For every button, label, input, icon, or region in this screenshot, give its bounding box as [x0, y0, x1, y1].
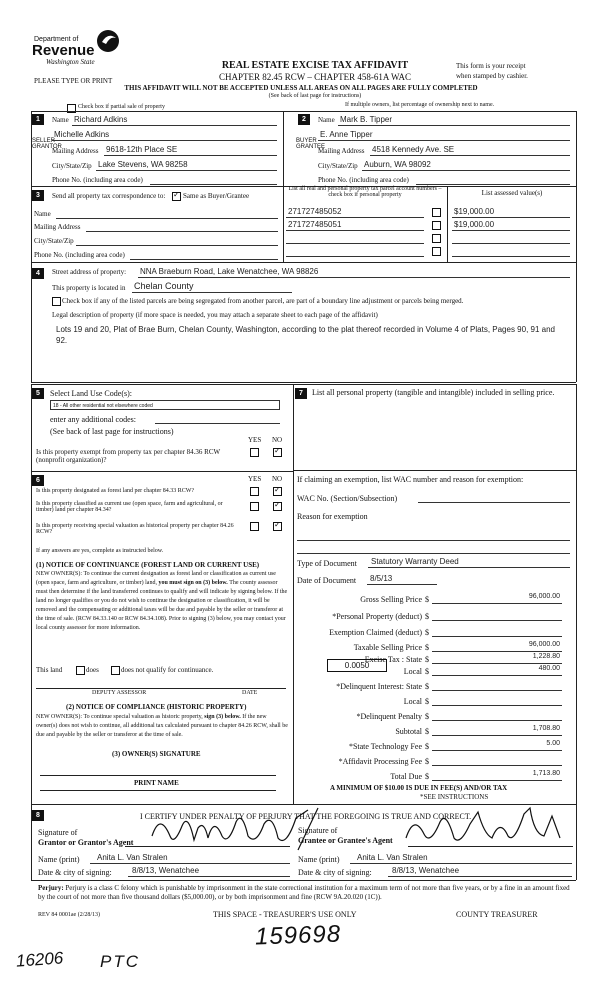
- receipt-line2: when stamped by cashier.: [456, 72, 528, 80]
- county-treasurer: COUNTY TREASURER: [456, 910, 538, 919]
- amount-label: Total Due: [390, 772, 422, 781]
- amount-value[interactable]: 96,000.00: [528, 641, 560, 648]
- segregated-checkbox[interactable]: [52, 297, 61, 306]
- handwritten-receipt-number: 159698: [254, 920, 342, 951]
- please-type: PLEASE TYPE OR PRINT: [34, 77, 113, 85]
- not-accepted-notice: THIS AFFIDAVIT WILL NOT BE ACCEPTED UNLESS ALL AREAS ON ALL PAGES ARE FULLY COMPLETED: [124, 84, 478, 92]
- amount-label: Taxable Selling Price: [353, 643, 422, 652]
- buyer-name-2[interactable]: E. Anne Tipper: [320, 130, 373, 139]
- historic-no-checkbox[interactable]: [273, 522, 282, 531]
- dor-line2: Revenue: [32, 42, 95, 59]
- form-title: REAL ESTATE EXCISE TAX AFFIDAVIT: [221, 60, 409, 71]
- seller-grantor-label: SELLER GRANTOR: [32, 138, 62, 150]
- amount-label: *Delinquent Penalty: [356, 712, 422, 721]
- section-4-badge: 4: [32, 268, 44, 279]
- dor-line1: Department of: [34, 36, 79, 43]
- this-land-label: This land: [36, 666, 63, 674]
- additional-codes-label: enter any additional codes:: [50, 415, 136, 424]
- grantee-sig-label-b: Grantee or Grantee's Agent: [298, 836, 393, 845]
- historic-question: Is this property receiving special valuation as historical property per chapter 84.26 RCW?: [36, 523, 234, 535]
- amount-value[interactable]: 96,000.00: [528, 593, 560, 600]
- buyer-mail-label: Mailing Address: [318, 147, 365, 155]
- seller-city[interactable]: Lake Stevens, WA 98258: [98, 160, 188, 169]
- form-number: REV 84 0001ae (2/28/13): [38, 912, 101, 918]
- grantor-name-label: Name (print): [38, 855, 80, 864]
- handwritten-ptc: PTC: [100, 952, 140, 971]
- notice-continuance-text-a: NEW OWNER(S): To continue the current designation as forest land or classification as current use (open space, farm and agriculture, or timber) land,: [36, 571, 276, 586]
- current-use-question: Is this property classified as current use (open space, farm and agricultural, or timber) land per chapter 84.34?: [36, 501, 223, 513]
- treasurer-space: THIS SPACE - TREASURER'S USE ONLY: [213, 910, 357, 919]
- forest-yes-checkbox[interactable]: [250, 487, 259, 496]
- corr-city-label: City/State/Zip: [34, 237, 74, 245]
- dor-logo: [32, 28, 127, 68]
- does-not-checkbox[interactable]: [111, 666, 120, 675]
- dollar-sign: $: [425, 655, 429, 664]
- notice-continuance-text-c: The county assessor must then determine if the land transferred continues to qualify and will indicate by signing below. If the land no longer qualifies or you do not wish to continue the designation or classification, it will be removed and the compensating or additional taxes will be due and payable by the seller or transferor at the time of sale. (RCW 84.33.140 or RCW 84.34.108). Prior to signing (3) below, you may contact your local county assessor for more information.: [36, 580, 288, 631]
- notice-compliance-title: (2) NOTICE OF COMPLIANCE (HISTORIC PROPERTY): [66, 703, 247, 711]
- dollar-sign: $: [425, 727, 429, 736]
- dollar-sign: $: [425, 595, 429, 604]
- current-use-yes-checkbox[interactable]: [250, 502, 259, 511]
- amount-label: Exemption Claimed (deduct): [329, 628, 422, 637]
- section-6-badge: 6: [32, 475, 44, 486]
- grantee-print-name[interactable]: Anita L. Van Stralen: [357, 853, 428, 862]
- perjury-label: Perjury:: [38, 884, 64, 892]
- perjury-note: [38, 884, 574, 902]
- partial-sale-label: Check box if partial sale of property: [78, 104, 165, 110]
- handwritten-left-number: 16206: [15, 948, 64, 971]
- dollar-sign: $: [425, 772, 429, 781]
- dollar-sign: $: [425, 757, 429, 766]
- seller-mail-label: Mailing Address: [52, 147, 99, 155]
- dollar-sign: $: [425, 697, 429, 706]
- exempt-no-checkbox[interactable]: [273, 448, 282, 457]
- segregated-label: Check box if any of the listed parcels are being segregated from another parcel, are part of a boundary line adjustment or parcels being merged.: [62, 297, 464, 305]
- reason-label: Reason for exemption: [297, 512, 368, 521]
- wac-label: WAC No. (Section/Subsection): [297, 494, 398, 503]
- multiple-owners-note: If multiple owners, list percentage of ownership next to name.: [345, 102, 495, 108]
- sec5-no: NO: [272, 436, 283, 444]
- seller-mail[interactable]: 9618-12th Place SE: [106, 145, 178, 154]
- grantee-name-label: Name (print): [298, 855, 340, 864]
- seller-name-label: Name: [52, 116, 69, 124]
- land-use-see-back: (See back of last page for instructions): [50, 427, 174, 436]
- certify-statement: I CERTIFY UNDER PENALTY OF PERJURY THAT THE FOREGOING IS TRUE AND CORRECT.: [140, 812, 472, 821]
- assessed-1[interactable]: $19,000.00: [454, 207, 495, 216]
- sec6-no: NO: [272, 475, 283, 483]
- notice-continuance-title: (1) NOTICE OF CONTINUANCE (FOREST LAND OR CURRENT USE): [36, 561, 260, 569]
- grantee-sig-label-a: Signature of: [298, 826, 338, 835]
- section-5-badge: 5: [32, 388, 44, 399]
- seller-phone-label: Phone No. (including area code): [52, 176, 143, 184]
- amount-label: Subtotal: [395, 727, 422, 736]
- doc-date[interactable]: 8/5/13: [370, 574, 393, 583]
- land-use-label: Select Land Use Code(s):: [50, 389, 132, 398]
- section-8-badge: 8: [32, 810, 44, 821]
- buyer-mail[interactable]: 4518 Kennedy Ave. SE: [372, 145, 455, 154]
- notice-compliance-text-a: NEW OWNER(S): To continue special valuation as historic property,: [36, 714, 203, 720]
- forest-no-checkbox[interactable]: [273, 487, 282, 496]
- corr-name-label: Name: [34, 210, 51, 218]
- deputy-date-label: DATE: [242, 690, 258, 696]
- exempt-question: Is this property exempt from property tax per chapter 84.36 RCW (nonprofit organization)?: [36, 448, 220, 464]
- grantor-sig-label-a: Signature of: [38, 828, 78, 837]
- buyer-city[interactable]: Auburn, WA 98092: [364, 160, 431, 169]
- amount-value[interactable]: 480.00: [538, 665, 560, 672]
- see-instructions: *SEE INSTRUCTIONS: [420, 793, 489, 801]
- buyer-city-label: City/State/Zip: [318, 162, 358, 170]
- doc-type-label: Type of Document: [297, 559, 357, 568]
- grantee-date-label: Date & city of signing:: [298, 868, 372, 877]
- dollar-sign: $: [425, 712, 429, 721]
- print-name-label: PRINT NAME: [134, 779, 179, 787]
- personal-property-label: List all personal property (tangible and intangible) included in selling price.: [312, 388, 555, 397]
- dollar-sign: $: [425, 742, 429, 751]
- amount-value[interactable]: 1,713.80: [532, 770, 560, 777]
- located-label: This property is located in: [52, 284, 126, 292]
- notice-compliance-text: [36, 713, 288, 740]
- current-use-no-checkbox[interactable]: [273, 502, 282, 511]
- historic-yes-checkbox[interactable]: [250, 522, 259, 531]
- section-1-badge: 1: [32, 114, 44, 125]
- amount-value[interactable]: 1,708.80: [532, 725, 560, 732]
- grantor-signature: [148, 806, 328, 852]
- assessed-header: List assessed value(s): [481, 189, 543, 197]
- grantor-sig-label-b: Grantor or Grantor's Agent: [38, 838, 134, 847]
- buyer-phone-label: Phone No. (including area code): [318, 176, 409, 184]
- send-correspondence-label: Send all property tax correspondence to:: [52, 192, 166, 200]
- amount-label: Local: [403, 697, 422, 706]
- doc-date-label: Date of Document: [297, 576, 357, 585]
- section-2-badge: 2: [298, 114, 310, 125]
- dor-line3: Washington State: [46, 58, 95, 66]
- buyer-name-label: Name: [318, 116, 335, 124]
- amount-label: *State Technology Fee: [348, 742, 422, 751]
- buyer-name-1[interactable]: Mark B. Tipper: [340, 115, 393, 124]
- parcel-3-personal-checkbox[interactable]: [432, 234, 441, 243]
- seller-name-1[interactable]: Richard Adkins: [74, 115, 128, 124]
- county[interactable]: Chelan County: [134, 281, 194, 291]
- seller-name-2[interactable]: Michelle Adkins: [54, 130, 110, 139]
- owner-signature-label: (3) OWNER(S) SIGNATURE: [112, 750, 201, 758]
- amount-label: Gross Selling Price: [360, 595, 422, 604]
- grantee-date-city[interactable]: 8/8/13, Wenatchee: [392, 866, 460, 875]
- does-checkbox[interactable]: [76, 666, 85, 675]
- notice-compliance-text-c: If the new owner(s) does not wish to continue, all additional tax calculated pursuant to chapter 84.26 RCW, shall be due and payable by the seller or transferor at the time of sale.: [36, 714, 288, 738]
- street-label: Street address of property:: [52, 268, 127, 276]
- parcel-2[interactable]: 271727485051: [288, 220, 342, 229]
- deputy-assessor-label: DEPUTY ASSESSOR: [92, 690, 147, 696]
- amount-label: *Delinquent Interest: State: [336, 682, 422, 691]
- notice-compliance-text-b: sign (3) below.: [204, 714, 241, 720]
- if-yes-note: If any answers are yes, complete as instructed below.: [36, 548, 164, 554]
- section-3-badge: 3: [32, 190, 44, 201]
- amount-label: Excise Tax : State: [364, 655, 422, 664]
- dor-logo-icon: [94, 28, 124, 54]
- amount-label: Local: [403, 667, 422, 676]
- parcel-header: List all real and personal property tax parcel account numbers – check box if personal property: [288, 186, 442, 198]
- street-address[interactable]: NNA Braeburn Road, Lake Wenatchee, WA 98826: [140, 267, 319, 276]
- sec6-yes: YES: [248, 475, 262, 483]
- receipt-line1: This form is your receipt: [456, 62, 526, 70]
- amount-value[interactable]: 1,228.80: [532, 653, 560, 660]
- dollar-sign: $: [425, 612, 429, 621]
- does-not-label: does not qualify for continuance.: [121, 666, 214, 674]
- parcel-1[interactable]: 271727485052: [288, 207, 342, 216]
- form-chapter: CHAPTER 82.45 RCW – CHAPTER 458-61A WAC: [219, 72, 411, 82]
- parcel-2-personal-checkbox[interactable]: [432, 221, 441, 230]
- amount-label: *Affidavit Processing Fee: [338, 757, 422, 766]
- grantor-print-name[interactable]: Anita L. Van Stralen: [97, 853, 168, 862]
- parcel-4-personal-checkbox[interactable]: [432, 247, 441, 256]
- minimum-due: A MINIMUM OF $10.00 IS DUE IN FEE(S) AND/OR TAX: [330, 784, 508, 792]
- seller-city-label: City/State/Zip: [52, 162, 92, 170]
- notice-continuance-text: [36, 570, 288, 633]
- amount-value[interactable]: 5.00: [546, 740, 560, 747]
- exemption-label: If claiming an exemption, list WAC number and reason for exemption:: [297, 475, 524, 484]
- grantor-date-city[interactable]: 8/8/13, Wenatchee: [132, 866, 200, 875]
- grantee-signature: [400, 804, 570, 850]
- amount-label: *Personal Property (deduct): [332, 612, 422, 621]
- notice-continuance-text-b: you must sign on (3) below.: [158, 580, 228, 586]
- section-7-badge: 7: [295, 388, 307, 399]
- same-as-buyer-label: Same as Buyer/Grantee: [183, 192, 250, 200]
- grantor-date-label: Date & city of signing:: [38, 868, 112, 877]
- corr-mail-label: Mailing Address: [34, 223, 81, 231]
- land-use-select[interactable]: 18 - All other residential not elsewhere coded: [50, 400, 280, 410]
- dollar-sign: $: [425, 643, 429, 652]
- doc-type[interactable]: Statutory Warranty Deed: [371, 557, 459, 566]
- dollar-sign: $: [425, 682, 429, 691]
- parcel-1-personal-checkbox[interactable]: [432, 208, 441, 217]
- sec5-yes: YES: [248, 436, 262, 444]
- local-rate-field[interactable]: 0.0050: [327, 659, 387, 672]
- does-label: does: [86, 666, 99, 674]
- legal-description[interactable]: Lots 19 and 20, Plat of Brae Burn, Chelan County, Washington, according to the plat thereof recorded in Volume 4 of Plats, Pages 90, 91 and 92.: [56, 325, 555, 345]
- corr-phone-label: Phone No. (including area code): [34, 251, 125, 259]
- perjury-text: Perjury is a class C felony which is punishable by imprisonment in the state correctional institution for a maximum term of not more than five years, or by a fine in an amount fixed by the court of not more than five thousand dollars ($5,000.00), or by both imprisonment and fine (RCW 9A.20.020 (1C)).: [38, 884, 570, 901]
- dollar-sign: $: [425, 628, 429, 637]
- buyer-grantee-label: BUYER GRANTEE: [296, 138, 326, 150]
- exempt-yes-checkbox[interactable]: [250, 448, 259, 457]
- assessed-2[interactable]: $19,000.00: [454, 220, 495, 229]
- same-as-buyer-checkbox[interactable]: [172, 192, 181, 201]
- forest-question: Is this property designated as forest land per chapter 84.33 RCW?: [36, 488, 195, 494]
- dollar-sign: $: [425, 667, 429, 676]
- see-back-header: (See back of last page for instructions): [268, 93, 362, 99]
- legal-label: Legal description of property (if more space is needed, you may attach a separate sheet to each page of the affidavit): [52, 311, 378, 319]
